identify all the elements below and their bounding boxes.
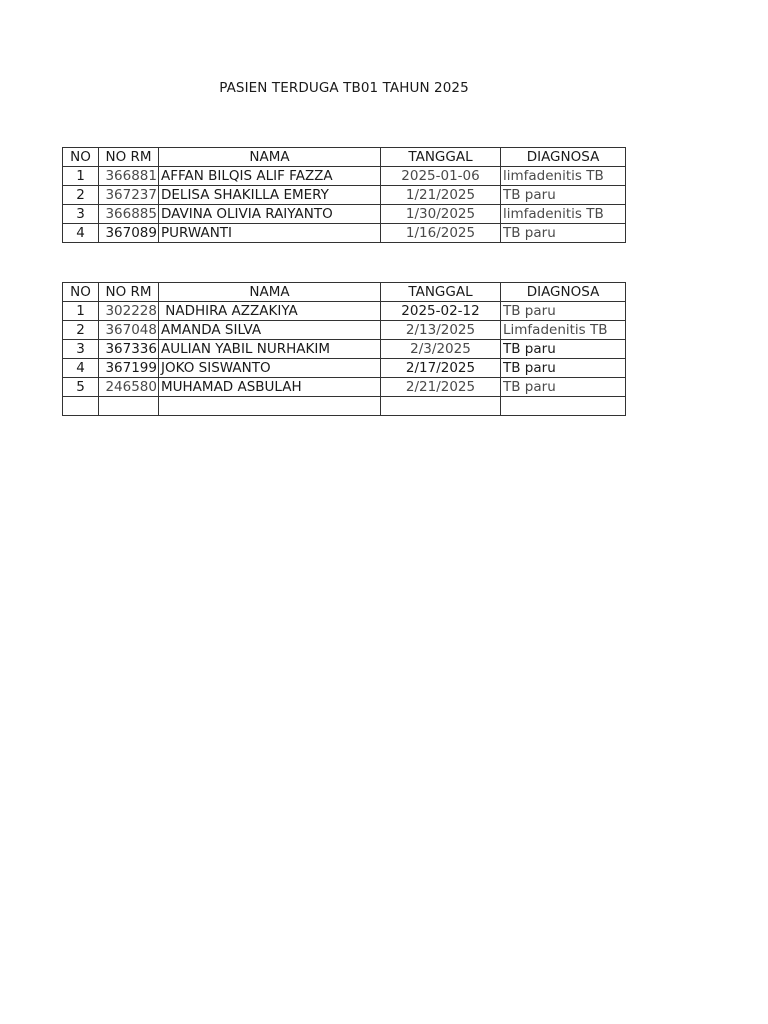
- row-nama: DELISA SHAKILLA EMERY: [159, 186, 381, 205]
- row-no-rm: 366885: [99, 205, 159, 224]
- row-tanggal: 2/21/2025: [381, 378, 501, 397]
- row-tanggal: 2/17/2025: [381, 359, 501, 378]
- table-row: [63, 321, 626, 340]
- table-row: [63, 224, 626, 243]
- table-row: [63, 167, 626, 186]
- row-diagnosa: TB paru: [501, 378, 626, 397]
- row-nama: JOKO SISWANTO: [159, 359, 381, 378]
- header-no: NO: [63, 148, 99, 167]
- row-nama: MUHAMAD ASBULAH: [159, 378, 381, 397]
- row-no: 2: [63, 321, 99, 340]
- row-no: 4: [63, 359, 99, 378]
- row-nama: AULIAN YABIL NURHAKIM: [159, 340, 381, 359]
- row-tanggal: 1/16/2025: [381, 224, 501, 243]
- row-nama: AMANDA SILVA: [159, 321, 381, 340]
- row-no: 4: [63, 224, 99, 243]
- header-tanggal: TANGGAL: [381, 148, 501, 167]
- row-tanggal: 2025-01-06: [381, 167, 501, 186]
- row-nama: AFFAN BILQIS ALIF FAZZA: [159, 167, 381, 186]
- patient-table-january: [62, 147, 626, 243]
- row-no-rm: 302228: [99, 302, 159, 321]
- row-no-rm: 367048: [99, 321, 159, 340]
- row-diagnosa: limfadenitis TB: [501, 205, 626, 224]
- row-no-rm: 367336: [99, 340, 159, 359]
- row-tanggal: 2025-02-12: [381, 302, 501, 321]
- row-tanggal: 1/21/2025: [381, 186, 501, 205]
- row-no-rm: 246580: [99, 378, 159, 397]
- row-diagnosa: [501, 397, 626, 416]
- page-title: PASIEN TERDUGA TB01 TAHUN 2025: [219, 80, 469, 96]
- row-no: 2: [63, 186, 99, 205]
- row-diagnosa: TB paru: [501, 186, 626, 205]
- row-no: 3: [63, 340, 99, 359]
- table-row: [63, 205, 626, 224]
- row-tanggal: 2/3/2025: [381, 340, 501, 359]
- row-nama: DAVINA OLIVIA RAIYANTO: [159, 205, 381, 224]
- patient-table-february: [62, 282, 626, 416]
- row-no-rm: [99, 397, 159, 416]
- row-diagnosa: limfadenitis TB: [501, 167, 626, 186]
- header-diagnosa: DIAGNOSA: [501, 283, 626, 302]
- header-no: NO: [63, 283, 99, 302]
- header-no-rm: NO RM: [99, 148, 159, 167]
- row-no-rm: 367089: [99, 224, 159, 243]
- table-row: [63, 359, 626, 378]
- header-tanggal: TANGGAL: [381, 283, 501, 302]
- row-tanggal: 1/30/2025: [381, 205, 501, 224]
- table-row: [63, 340, 626, 359]
- row-no: 1: [63, 302, 99, 321]
- row-no-rm: 367199: [99, 359, 159, 378]
- row-diagnosa: TB paru: [501, 302, 626, 321]
- row-diagnosa: TB paru: [501, 359, 626, 378]
- table-row: [63, 378, 626, 397]
- table-row: [63, 186, 626, 205]
- row-nama: [159, 397, 381, 416]
- row-diagnosa: Limfadenitis TB: [501, 321, 626, 340]
- row-no-rm: 366881: [99, 167, 159, 186]
- header-nama: NAMA: [159, 283, 381, 302]
- header-no-rm: NO RM: [99, 283, 159, 302]
- row-no: 5: [63, 378, 99, 397]
- row-no: [63, 397, 99, 416]
- header-diagnosa: DIAGNOSA: [501, 148, 626, 167]
- table-header-row: [63, 148, 626, 167]
- table-row-empty: [63, 397, 626, 416]
- row-diagnosa: TB paru: [501, 340, 626, 359]
- table-header-row: [63, 283, 626, 302]
- header-nama: NAMA: [159, 148, 381, 167]
- row-diagnosa: TB paru: [501, 224, 626, 243]
- row-nama: PURWANTI: [159, 224, 381, 243]
- row-no-rm: 367237: [99, 186, 159, 205]
- row-nama: NADHIRA AZZAKIYA: [159, 302, 381, 321]
- table-row: [63, 302, 626, 321]
- row-tanggal: 2/13/2025: [381, 321, 501, 340]
- row-tanggal: [381, 397, 501, 416]
- row-no: 3: [63, 205, 99, 224]
- row-no: 1: [63, 167, 99, 186]
